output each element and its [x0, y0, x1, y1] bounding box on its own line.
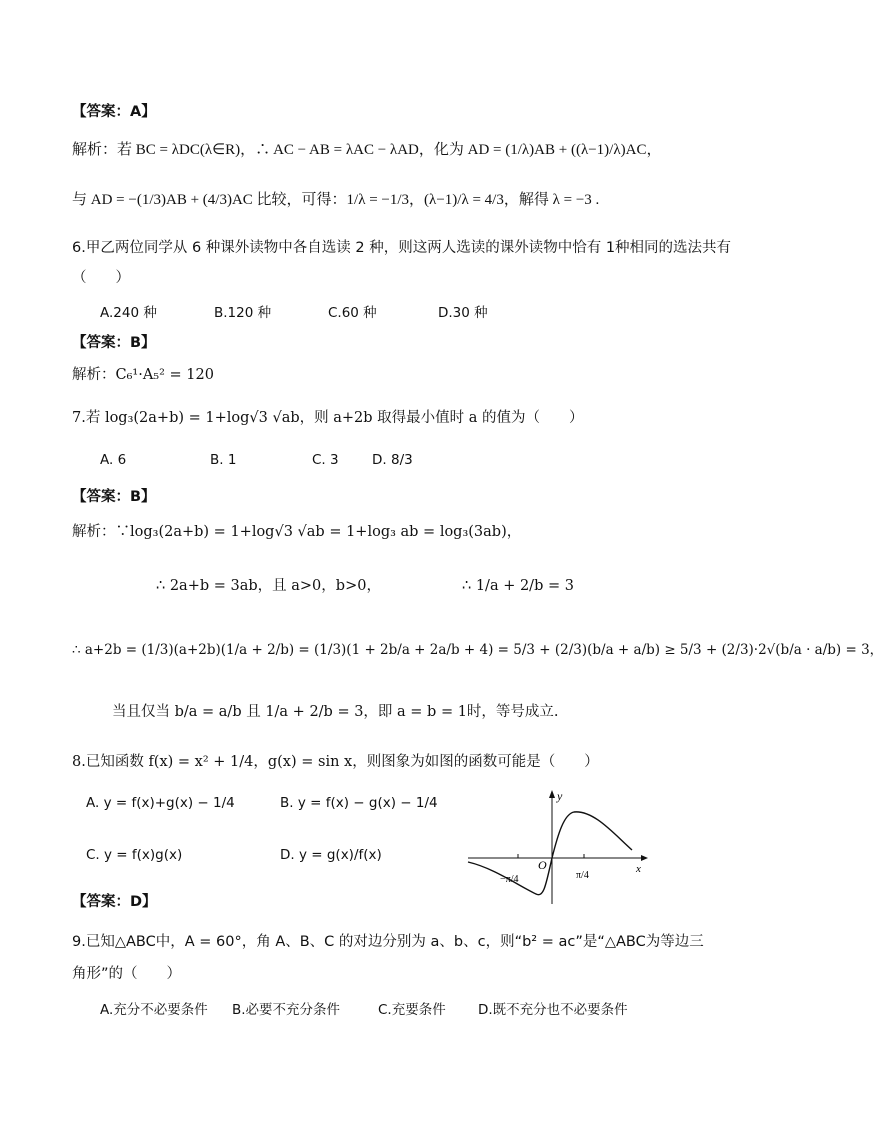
answer-q8: 【答案：D】: [72, 894, 157, 910]
q9-choice-a: A.充分不必要条件: [100, 1002, 208, 1018]
q7-choice-d: D. 8/3: [372, 452, 413, 468]
analysis-q5-line1: 解析：若 BC = λDC(λ∈R)，∴ AC − AB = λAC − λAD，化为 AD = (1/λ)AB + ((λ−1)/λ)AC，: [72, 142, 662, 158]
answer-q6: 【答案：B】: [72, 335, 156, 351]
q9-choice-b: B.必要不充分条件: [232, 1002, 341, 1018]
graph-curve: [468, 812, 632, 895]
q9-choice-c: C.充要条件: [378, 1002, 446, 1018]
question-9-stem-cont: 角形”的（ ）: [72, 966, 182, 982]
answer-q7: 【答案：B】: [72, 489, 156, 505]
question-9-stem: 9.已知△ABC中，A = 60°，角 A、B、C 的对边分别为 a、b、c，则“b² = ac”是“△ABC为等边三: [72, 934, 704, 950]
analysis-q7-line2a: ∴ 2a+b = 3ab，且 a>0，b>0，: [156, 578, 381, 594]
q9-choice-d: D.既不充分也不必要条件: [478, 1002, 628, 1018]
q7-choice-a: A. 6: [100, 452, 127, 468]
question-7-stem: 7.若 log₃(2a+b) = 1+log√3 √ab，则 a+2b 取得最小值时 a 的值为（ ）: [72, 410, 584, 426]
q8-choice-d: D. y = g(x)/f(x): [280, 847, 382, 863]
graph-tick-pos: π/4: [576, 870, 589, 881]
question-8-stem: 8.已知函数 f(x) = x² + 1/4，g(x) = sin x，则图象为如图的函数可能是（ ）: [72, 754, 599, 770]
q8-choice-a: A. y = f(x)+g(x) − 1/4: [86, 795, 235, 811]
q8-choice-c: C. y = f(x)g(x): [86, 847, 183, 863]
graph-x-arrow: [641, 855, 648, 861]
answer-q5: 【答案：A】: [72, 104, 156, 120]
analysis-q7-line4: 当且仅当 b/a = a/b 且 1/a + 2/b = 3，即 a = b = 1时，等号成立.: [112, 704, 559, 720]
q6-choice-c: C.60 种: [328, 305, 377, 321]
analysis-q7-line1: 解析：∵log₃(2a+b) = 1+log√3 √ab = 1+log₃ ab = log₃(3ab)，: [72, 524, 522, 540]
graph-y-label: y: [557, 789, 563, 803]
q6-choice-b: B.120 种: [214, 305, 272, 321]
q6-choice-a: A.240 种: [100, 305, 157, 321]
graph-y-arrow: [549, 790, 555, 798]
q7-choice-c: C. 3: [312, 452, 339, 468]
question-6-paren: （ ）: [72, 270, 130, 286]
question-6-stem: 6.甲乙两位同学从 6 种课外读物中各自选读 2 种，则这两人选读的课外读物中恰有 1种相同的选法共有: [72, 240, 732, 256]
analysis-q7-line2b: ∴ 1/a + 2/b = 3: [462, 578, 574, 594]
q8-choice-b: B. y = f(x) − g(x) − 1/4: [280, 795, 438, 811]
q8-function-graph: [464, 786, 654, 910]
q7-choice-b: B. 1: [210, 452, 237, 468]
q6-choice-d: D.30 种: [438, 305, 488, 321]
graph-x-label: x: [636, 863, 641, 875]
graph-origin-label: O: [538, 858, 547, 872]
graph-tick-neg: −π/4: [500, 874, 519, 885]
analysis-q7-line3: ∴ a+2b = (1/3)(a+2b)(1/a + 2/b) = (1/3)(1 + 2b/a + 2a/b + 4) = 5/3 + (2/3)(b/a + a/b) ≥ 5/3 + (2/3)·2√(b/a · a/b) = 3，: [72, 642, 883, 658]
analysis-q6: 解析：C₆¹·A₅² = 120: [72, 367, 214, 383]
analysis-q5-line2: 与 AD = −(1/3)AB + (4/3)AC 比较，可得：1/λ = −1/3，(λ−1)/λ = 4/3，解得 λ = −3 .: [72, 192, 600, 208]
